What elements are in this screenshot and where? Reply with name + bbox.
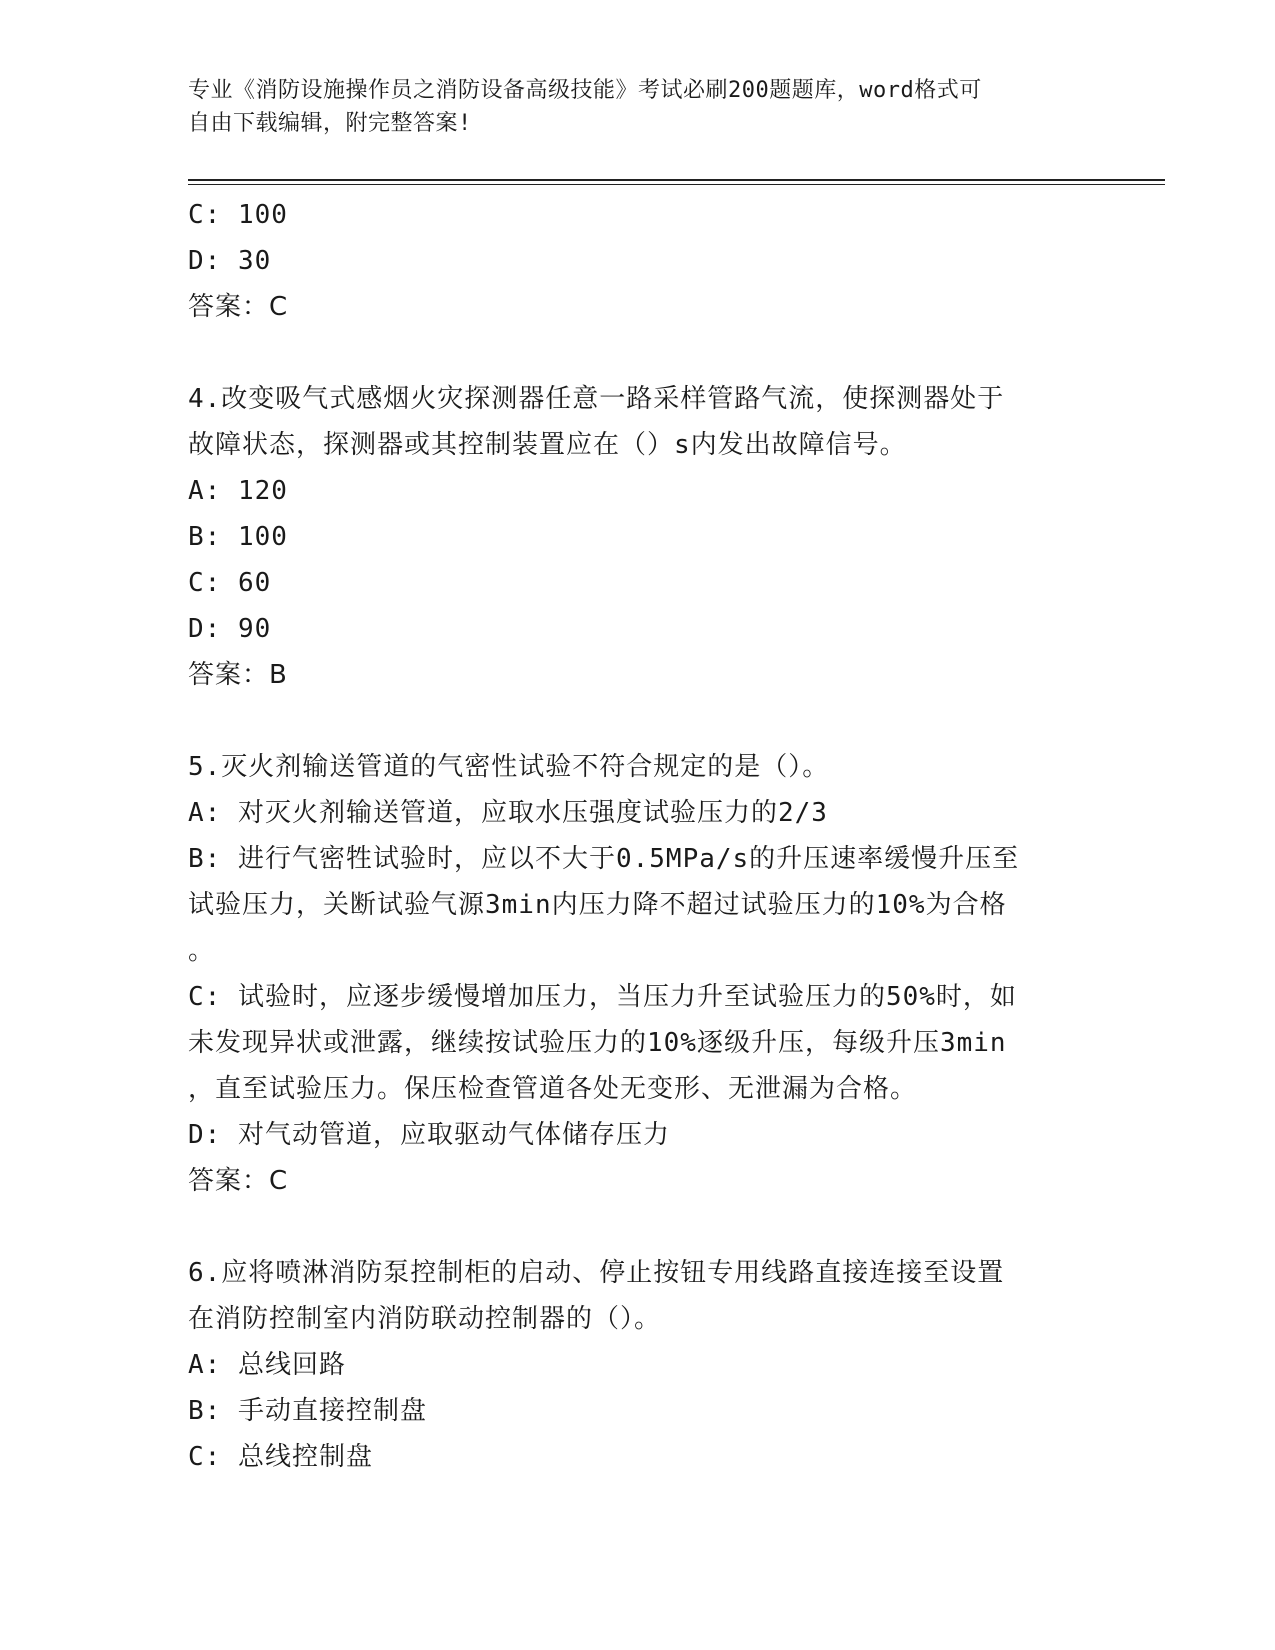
answer: 答案：C	[188, 1166, 289, 1196]
spacer	[188, 1204, 1088, 1250]
header-divider-thin	[188, 184, 1165, 185]
header-divider-thick	[188, 179, 1165, 181]
spacer	[188, 330, 1088, 376]
document-header	[188, 74, 1088, 140]
option-b: B: 手动直接控制盘	[188, 1396, 427, 1426]
header-title-line-2: 自由下载编辑，附完整答案!	[188, 111, 472, 136]
answer: 答案：B	[188, 660, 288, 690]
option-c: C: 60	[188, 568, 272, 598]
header-title-line-1: 专业《消防设施操作员之消防设备高级技能》考试必刷200题题库，word格式可	[188, 78, 982, 103]
option-b: 。	[188, 936, 216, 966]
option-a: A: 120	[188, 476, 288, 506]
answer: 答案：C	[188, 292, 289, 322]
option-d: D: 90	[188, 614, 272, 644]
option-d: D: 对气动管道，应取驱动气体储存压力	[188, 1120, 670, 1150]
option-c: C: 100	[188, 200, 288, 230]
question-5	[188, 744, 1088, 1204]
option-a: A: 总线回路	[188, 1350, 346, 1380]
option-a: A: 对灭火剂输送管道，应取水压强度试验压力的2/3	[188, 798, 828, 828]
option-c: ，直至试验压力。保压检查管道各处无变形、无泄漏为合格。	[188, 1074, 918, 1104]
question-text: 故障状态，探测器或其控制装置应在（）s内发出故障信号。	[188, 430, 907, 460]
option-c: C: 总线控制盘	[188, 1442, 373, 1472]
question-list	[188, 192, 1088, 1480]
question-3-tail	[188, 192, 1088, 330]
option-b: 试验压力，关断试验气源3min内压力降不超过试验压力的10%为合格	[188, 890, 1007, 920]
question-text: 6.应将喷淋消防泵控制柜的启动、停止按钮专用线路直接连接至设置	[188, 1258, 1005, 1288]
question-text: 4.改变吸气式感烟火灾探测器任意一路采样管路气流，使探测器处于	[188, 384, 1005, 414]
question-6	[188, 1250, 1088, 1480]
option-b: B: 100	[188, 522, 288, 552]
question-text: 5.灭火剂输送管道的气密性试验不符合规定的是（）。	[188, 752, 830, 782]
option-c: 未发现异状或泄露，继续按试验压力的10%逐级升压，每级升压3min	[188, 1028, 1007, 1058]
spacer	[188, 698, 1088, 744]
question-text: 在消防控制室内消防联动控制器的（）。	[188, 1304, 662, 1334]
option-c: C: 试验时，应逐步缓慢增加压力，当压力升至试验压力的50%时，如	[188, 982, 1017, 1012]
option-b: B: 进行气密牲试验时，应以不大于0.5MPa/s的升压速率缓慢升压至	[188, 844, 1020, 874]
option-d: D: 30	[188, 246, 272, 276]
question-4	[188, 376, 1088, 698]
